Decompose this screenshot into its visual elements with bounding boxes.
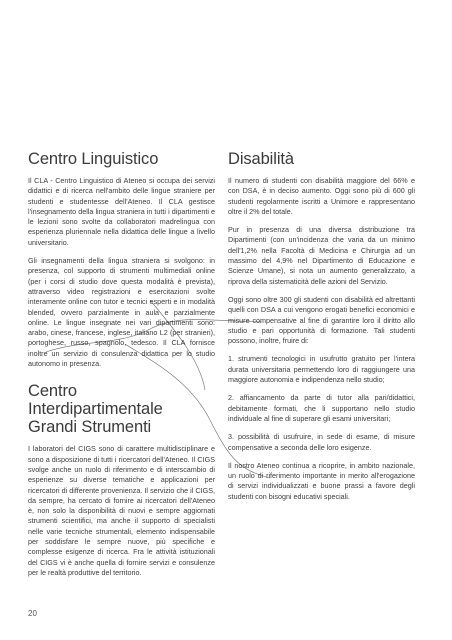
right-column — [228, 150, 415, 510]
page-number: 20 — [28, 609, 37, 618]
paragraph-cigs: I laboratori del CIGS sono di carattere multidisciplinare e sono a disposizione di tutti i ricercatori dell'Ateneo. Il CIGS svolge anche un ruolo di riferimento e di interscambio di esperienze su diverse tematiche e applicazioni per ricercatori di differente provenienza. Il servizio che il CIGS, da sempre, ha cercato di fornire ai ricercatori dell'Ateneo è, non solo la disponibilità di nuovi e sempre aggiornati strumenti scientifici, ma anche il supporto di specialisti nelle varie tecniche strumentali, elemento indispensabile per soddisfare le sempre nuove, più specifiche e complesse esigenze di ricerca. Fra le attività istituzionali del CIGS vi è anche quella di fornire servizi e consulenze per le realtà produttive del territorio. — [28, 444, 215, 577]
heading-disabilita: Disabilità — [228, 150, 294, 168]
left-column — [28, 150, 215, 586]
list-item-tutor: 2. affiancamento da parte di tutor alla pari/didattici, debitamente formati, che li supportano nello studio individuale al fine di superare gli esami universitari; — [228, 393, 415, 423]
paragraph-disabilita-distribuzione: Pur in presenza di una diversa distribuzione tra Dipartimenti (con un'incidenza che varia da un minimo dell'1,2% nella Facoltà di Medicina e Chirurgia ad un massimo del 4,9% nel Dipartimento di Educazione e Scienze Umane), si nota un aumento generalizzato, a riprova della sistematicità delle azioni del Servizio. — [228, 225, 415, 286]
paragraph-cla-intro: Il CLA - Centro Linguistico di Ateneo si occupa dei servizi didattici e di ricerca nell'ambito delle lingue straniere per studenti e studentesse dell'Ateneo. Il CLA gestisce l'insegnamento della lingua straniera in tutti i dipartimenti e le lezioni sono svolte da collaboratori madrelingua con esperienza pluriennale nella didattica delle lingue a livello universitario. — [28, 176, 215, 247]
list-item-misure: 3. possibilità di usufruire, in sede di esame, di misure compensative a seconda delle loro esigenze. — [228, 432, 415, 452]
paragraph-disabilita-benefici: Oggi sono oltre 300 gli studenti con disabilità ed altrettanti quelli con DSA a cui vengono erogati benefici economici e misure compensative al fine di garantire loro il diritto allo studio e pari opportunità di formazione. Tali studenti possono, inoltre, fruire di: — [228, 294, 415, 346]
paragraph-cla-modalita: Gli insegnamenti della lingua straniera si svolgono: in presenza, col supporto di strumenti multimediali online (per i corsi di studio dove questa modalità è prevista), attraverso video registrazioni e esercitazioni svolte interamente online con tutor e tecnici esperti e in modalità blended, ovvero parzialmente in aula e parzialmente online. Le lingue insegnate nei vari dipartimenti sono: arabo, cinese, francese, inglese, italiano L2 (per stranieri), portoghese, russo, spagnolo, tedesco. Il CLA fornisce inoltre un servizio di consulenza didattica per lo studio autonomo in presenza. — [28, 256, 215, 369]
heading-centro-linguistico: Centro Linguistico — [28, 150, 159, 168]
list-item-strumenti: 1. strumenti tecnologici in usufrutto gratuito per l'intera durata universitaria permettendo loro di raggiungere una maggiore autonomia e indipendenza nello studio; — [228, 354, 415, 385]
paragraph-ateneo-riferimento: Il nostro Ateneo continua a ricoprire, in ambito nazionale, un ruolo di riferimento importante in merito all'erogazione di servizi individualizzati e buone prassi a favore degli studenti con bisogni educativi speciali. — [228, 460, 415, 501]
paragraph-disabilita-numero: Il numero di studenti con disabilità maggiore del 66% e con DSA, è in deciso aumento. Oggi sono più di 600 gli studenti regolarmente iscritti a Unimore e rappresentano oltre il 2% del totale. — [228, 176, 415, 216]
heading-centro-interdipartimentale: Centro Interdipartimentale Grandi Strumenti — [28, 382, 163, 437]
